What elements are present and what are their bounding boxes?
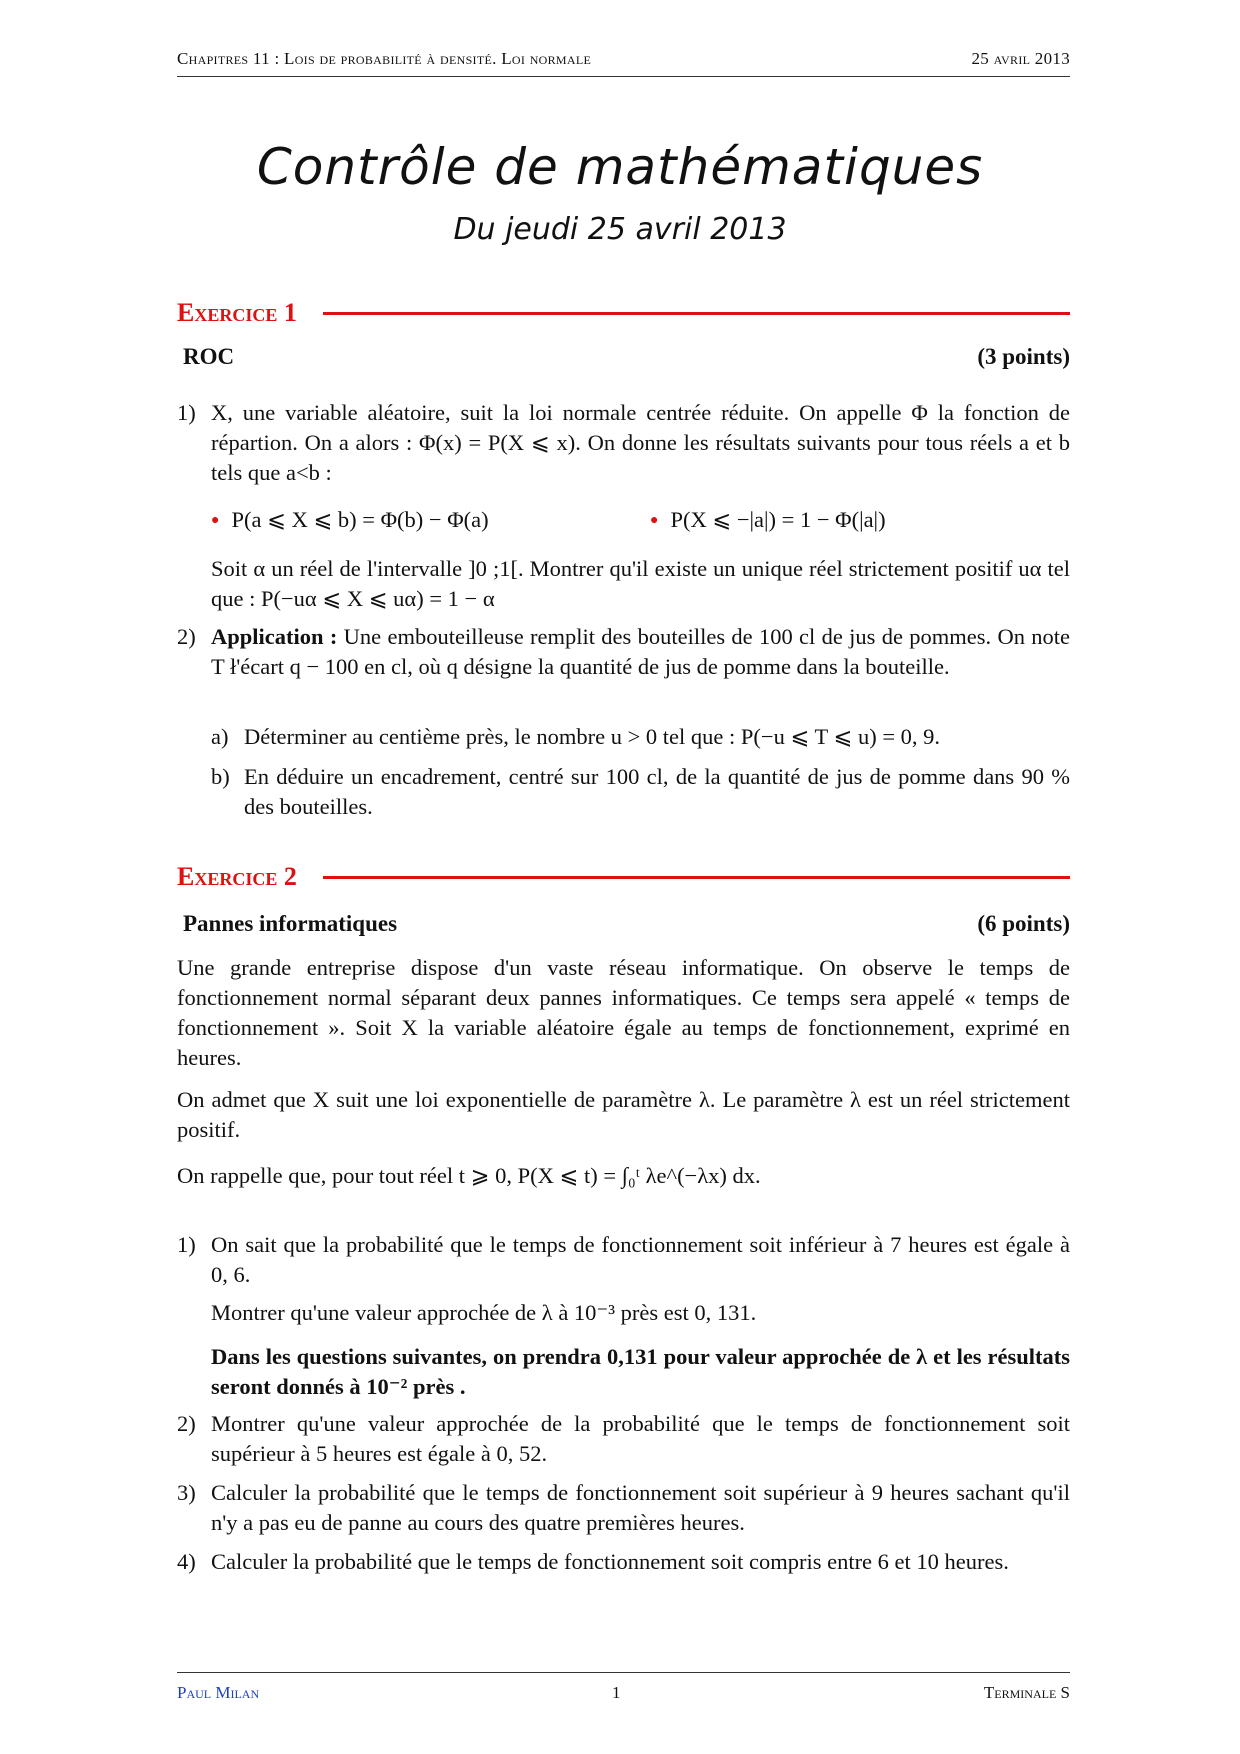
ex2-question-1 [177, 1230, 1070, 1290]
page-subtitle-date: Du jeudi 25 avril 2013 [453, 212, 787, 247]
exercise-1-rule [323, 312, 1070, 315]
ex1-question-2 [177, 622, 1070, 682]
exercise-2-heading [177, 857, 1070, 897]
ex1-q1-intro: X, une variable aléatoire, suit la loi normale centrée réduite. On appelle Φ la fonction de répartion. On a alors : Φ(x) = P(X ⩽ x). On donne les résultats suivants pour tous réels a et b tels que a<b : [211, 400, 1070, 485]
ex1-q2b-text: En déduire un encadrement, centré sur 100 cl, de la quantité de jus de pomme dans 90 % des bouteilles. [244, 764, 1070, 819]
exercise-2-label: Exercice 2 [177, 862, 297, 891]
ex1-q2-text: Une embouteilleuse remplit des bouteilles de 100 cl de jus de pommes. On note T ł'écart q − 100 en cl, où q désigne la quantité de jus de pomme dans la bouteille. [211, 624, 1071, 679]
ex1-q2b-number: b) [211, 764, 230, 789]
header-right: 25 avril 2013 [971, 49, 1070, 68]
ex2-question-2 [177, 1409, 1070, 1469]
ex1-q2-bold-label: Application : [211, 624, 338, 649]
ex1-q1-number: 1) [177, 400, 196, 425]
exercise-2-subheading [183, 911, 1070, 937]
ex2-q4-text: Calculer la probabilité que le temps de fonctionnement soit compris entre 6 et 10 heures. [211, 1549, 1009, 1574]
header-divider [177, 76, 1070, 77]
ex2-q2-text: Montrer qu'une valeur approchée de la probabilité que le temps de fonctionnement soit supérieur à 5 heures est égale à 0, 52. [211, 1411, 1070, 1466]
ex2-paragraph-1: Une grande entreprise dispose d'un vaste réseau informatique. On observe le temps de fonctionnement normal séparant deux pannes informatiques. Ce temps sera appelé « temps de fonctionnement ». Soit X la variable aléatoire égale au temps de fonctionnement, exprimé en heures. [177, 955, 1070, 1070]
ex1-question-1 [177, 398, 1070, 488]
ex2-q3-text: Calculer la probabilité que le temps de fonctionnement soit supérieur à 9 heures sachant qu'il n'y a pas eu de panne au cours des quatre premières heures. [211, 1480, 1070, 1535]
ex2-paragraph-3: On rappelle que, pour tout réel t ⩾ 0, P(X ⩽ t) = ∫₀ᵗ λe^(−λx) dx. [177, 1163, 761, 1188]
exercise-1-label: Exercice 1 [177, 298, 297, 327]
page-title: Contrôle de mathématiques [256, 138, 984, 196]
header-left: Chapitres 11 : Lois de probabilité à densité. Loi normale [177, 49, 592, 68]
ex1-q1-task: Soit α un réel de l'intervalle ]0 ;1[. Montrer qu'il existe un unique réel strictement positif uα tel que : P(−uα ⩽ X ⩽ uα) = 1 − α [211, 556, 1070, 611]
ex2-question-3 [177, 1478, 1070, 1538]
exercise-1-heading [177, 293, 1070, 333]
ex1-q2-part-b [211, 762, 1070, 822]
ex2-question-4 [177, 1547, 1070, 1577]
exercise-2-rule [323, 876, 1070, 879]
footer-page-number: 1 [612, 1683, 621, 1702]
bullet-dot-icon: ● [650, 513, 659, 528]
ex2-q1-text: On sait que la probabilité que le temps de fonctionnement soit inférieur à 7 heures est égale à 0, 6. [211, 1232, 1070, 1287]
ex2-q3-number: 3) [177, 1480, 196, 1505]
exercise-1-points: (3 points) [977, 344, 1070, 369]
ex1-q2-number: 2) [177, 624, 196, 649]
ex2-q1-text-2: Montrer qu'une valeur approchée de λ à 10⁻³ près est 0, 131. [211, 1300, 757, 1325]
exercise-1-subtitle: ROC [183, 344, 235, 369]
ex1-q2a-number: a) [211, 724, 229, 749]
footer-author: Paul Milan [177, 1683, 260, 1702]
exercise-2-subtitle: Pannes informatiques [183, 911, 398, 936]
ex1-q2-part-a [211, 722, 1070, 752]
ex2-paragraph-2: On admet que X suit une loi exponentielle de paramètre λ. Le paramètre λ est un réel strictement positif. [177, 1087, 1070, 1142]
ex2-q1-number: 1) [177, 1232, 196, 1257]
ex1-q2a-text: Déterminer au centième près, le nombre u > 0 tel que : P(−u ⩽ T ⩽ u) = 0, 9. [244, 724, 941, 749]
exercise-1-subheading [183, 344, 1070, 370]
exercise-2-points: (6 points) [977, 911, 1070, 936]
ex1-q1-bullet-2 [650, 505, 886, 536]
ex2-q1-note: Dans les questions suivantes, on prendra 0,131 pour valeur approchée de λ et les résultats seront donnés à 10⁻² près . [211, 1344, 1070, 1399]
ex1-q1-bullet-1-text: P(a ⩽ X ⩽ b) = Φ(b) − Φ(a) [231, 507, 489, 532]
footer-class: Terminale S [983, 1683, 1070, 1702]
ex1-q1-bullet-2-text: P(X ⩽ −|a|) = 1 − Φ(|a|) [670, 507, 886, 532]
ex2-q2-number: 2) [177, 1411, 196, 1436]
bullet-dot-icon: ● [211, 513, 220, 528]
footer-divider [177, 1672, 1070, 1673]
ex2-q4-number: 4) [177, 1549, 196, 1574]
ex1-q1-bullet-1 [211, 505, 489, 536]
